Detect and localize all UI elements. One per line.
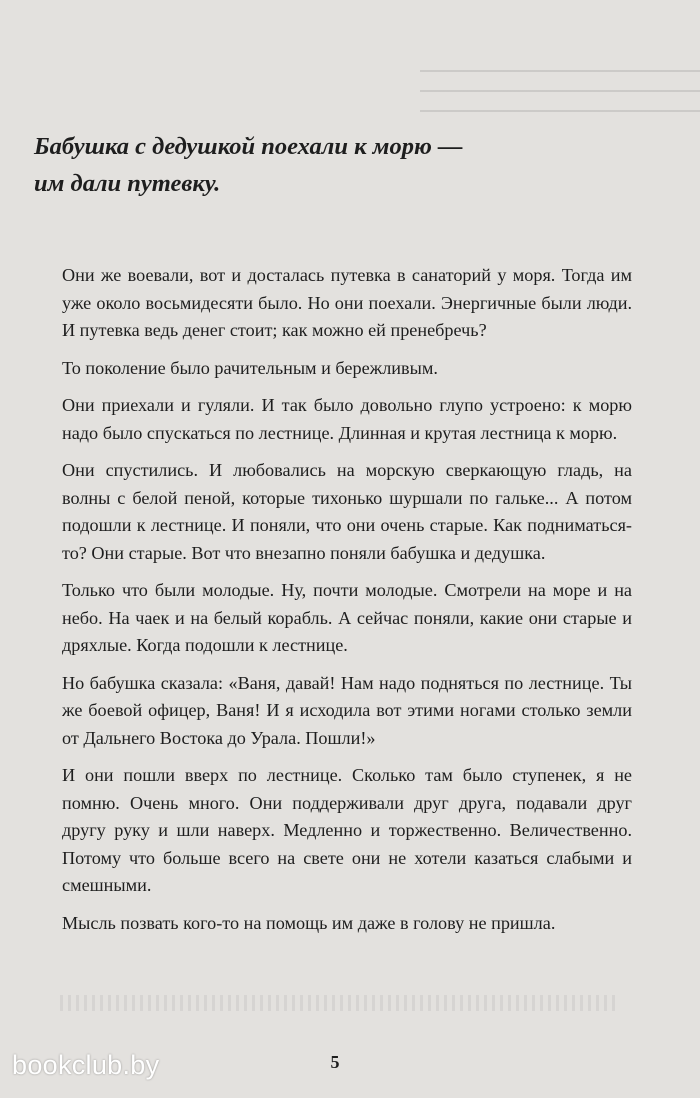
paragraph: Только что были молодые. Ну, почти молодые. Смотрели на море и на небо. На чаек и на белый корабль. А сейчас поняли, какие они старые и дряхлые. Когда подошли к лестнице. xyxy=(62,580,632,655)
body-text xyxy=(62,262,632,947)
page-number: 5 xyxy=(330,1052,340,1072)
chapter-title xyxy=(34,128,654,202)
chapter-title-line-2: им дали путевку. xyxy=(34,170,221,197)
paragraph: И они пошли вверх по лестнице. Сколько там было ступенек, я не помню. Очень много. Они поддерживали друг друга, подавали друг другу руку и шли наверх. Медленно и торжественно. Величественно. Потому что больше всего на свете они не хотели казаться слабыми и смешными. xyxy=(62,765,632,895)
paragraph: Они спустились. И любовались на морскую сверкающую гладь, на волны с белой пеной, которые тихонько шуршали по гальке... А потом подошли к лестнице. И поняли, что они очень старые. Как подниматься-то? Они старые. Вот что внезапно поняли бабушка и дедушка. xyxy=(62,460,632,563)
paragraph: Но бабушка сказала: «Ваня, давай! Нам надо подняться по лестнице. Ты же боевой офицер, Ваня! И я исходила вот этими ногами столько земли от Дальнего Востока до Урала. Пошли!» xyxy=(62,672,632,748)
chapter-title-line-1: Бабушка с дедушкой поехали к морю — xyxy=(34,133,463,160)
show-through-text xyxy=(420,62,700,112)
show-through-text-bottom xyxy=(60,995,620,1011)
paragraph: Они же воевали, вот и досталась путевка в санаторий у моря. Тогда им уже около восьмидесяти было. Но они поехали. Энергичные были люди. И путевка ведь денег стоит; как можно ей пренебречь? xyxy=(62,265,632,340)
paragraph: Они приехали и гуляли. И так было довольно глупо устроено: к морю надо было спускаться по лестнице. Длинная и крутая лестница к морю. xyxy=(62,395,632,443)
paragraph: Мысль позвать кого-то на помощь им даже в голову не пришла. xyxy=(62,912,556,933)
watermark: bookclub.by xyxy=(12,1050,160,1080)
paragraph: То поколение было рачительным и бережливым. xyxy=(62,357,438,378)
